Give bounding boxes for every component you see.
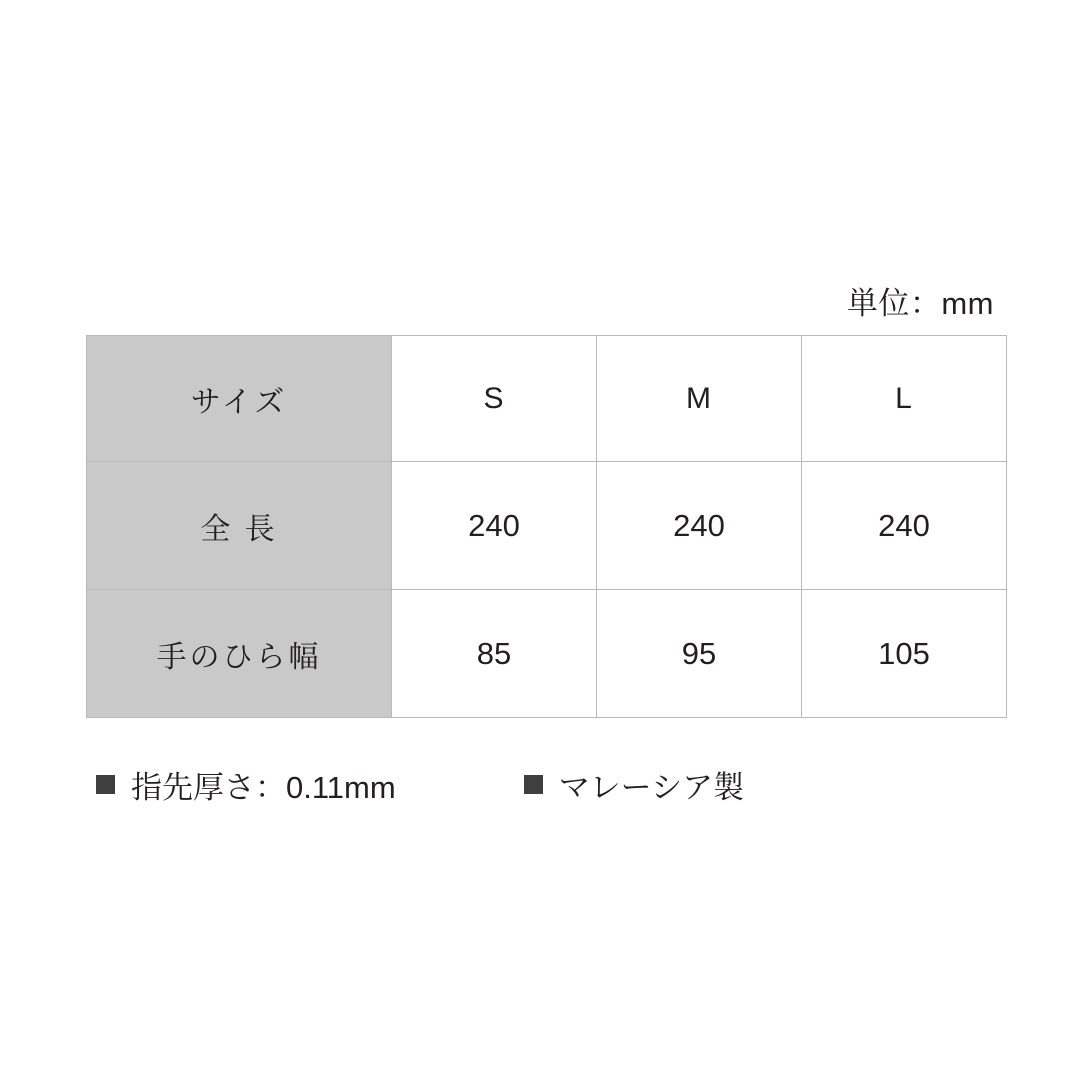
table-header-size-m: M [597,336,802,462]
note-item [524,762,744,807]
cell-total-length-l: 240 [802,462,1007,590]
cell-total-length-s: 240 [392,462,597,590]
table-row [87,590,1007,718]
table-header-row [87,336,1007,462]
cell-palm-width-m: 95 [597,590,802,718]
table-header-size-l: L [802,336,1007,462]
row-label-palm-width: 手のひら幅 [87,590,392,718]
row-label-total-length: 全 長 [87,462,392,590]
notes-list [96,762,744,807]
note-text-fingertip-thickness: 指先厚さ：0.11mm [131,770,396,805]
table-header-size-label: サイズ [87,336,392,462]
note-item [96,762,396,807]
unit-note: 単位：mm [846,286,994,321]
cell-total-length-m: 240 [597,462,802,590]
cell-palm-width-s: 85 [392,590,597,718]
table-header-size-s: S [392,336,597,462]
size-spec-table [86,335,1007,718]
table-row [87,462,1007,590]
square-bullet-icon [96,775,115,794]
square-bullet-icon [524,775,543,794]
cell-palm-width-l: 105 [802,590,1007,718]
note-text-country-of-origin: マレーシア製 [558,770,745,805]
